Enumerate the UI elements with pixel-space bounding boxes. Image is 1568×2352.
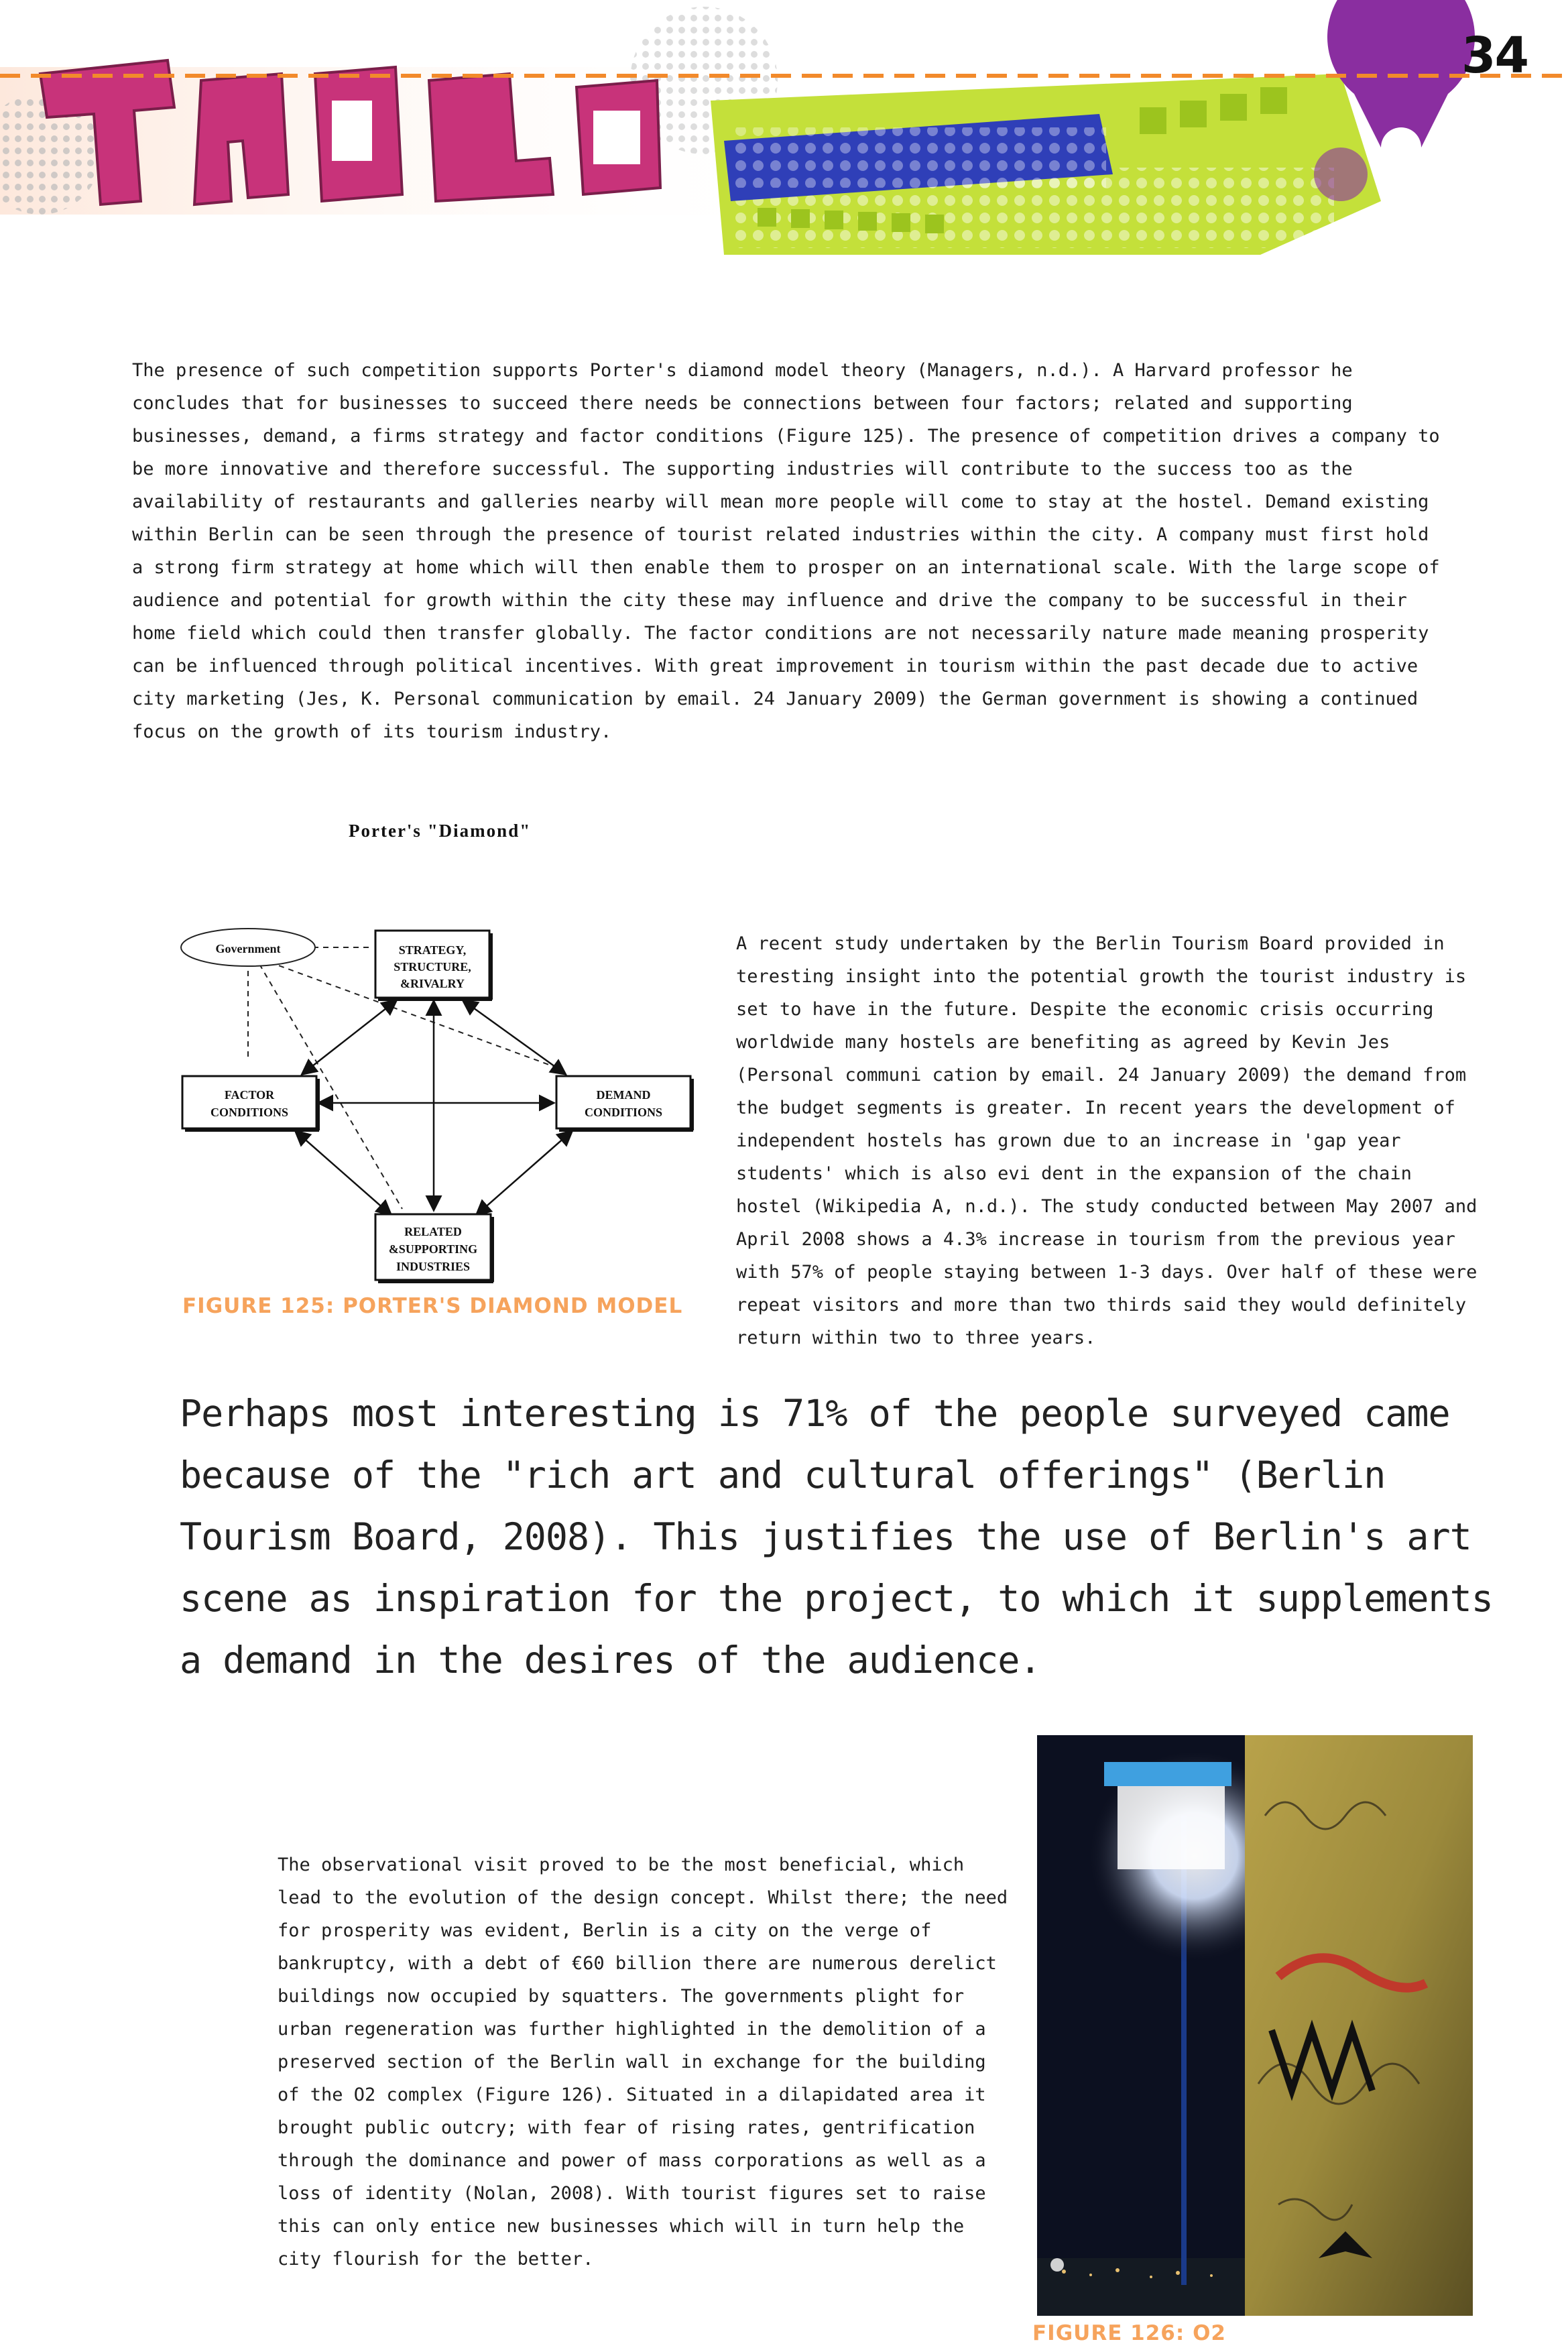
related-label-line-2: &SUPPORTING xyxy=(388,1242,478,1256)
factor-label-line-1: FACTOR xyxy=(224,1088,275,1102)
demand-label-line-2: CONDITIONS xyxy=(584,1106,663,1119)
study-paragraph: A recent study undertaken by the Berlin Tourism Board provided in teresting insight into the potential growth the tourist industry is set to have in the future. Despite the economic crisis occurring worldwide many hostels are benefiting as agreed by Kevin Jes (Personal communi cation by email. 24 January 2009) the demand from the budget segments is greater. In recent years the development of independent hostels has grown due to an increase in 'gap year students' which is also evi dent in the expansion of the chain hostel (Wikipedia A, n.d.). The study conducted between May 2007 and April 2008 shows a 4.3% increase in tourism from the previous year with 57% of people staying between 1-3 days. Over half of these were repeat visitors and more than two thirds said they would definitely return within two to three years. xyxy=(736,933,1477,1348)
demand-label-line-1: DEMAND xyxy=(596,1088,651,1102)
factor-node xyxy=(182,1076,316,1128)
figure-125-caption: FIGURE 125: PORTER'S DIAMOND MODEL xyxy=(182,1294,683,1318)
related-label-line-1: RELATED xyxy=(404,1225,462,1238)
porters-diamond-diagram xyxy=(176,927,712,1289)
government-label: Government xyxy=(215,942,281,955)
photo-illustration xyxy=(1037,1735,1473,2316)
strategy-factor-arrow xyxy=(303,1001,396,1073)
observation-paragraph: The observational visit proved to be the most beneficial, which lead to the evolution of the design concept. Whilst there; the need for prosperity was evident, Berlin is a city on the verge of bankruptcy, with a debt of €60 billion there are numerous derelict buildings now occupied by squatters. The governments plight for urban regeneration was further highlighted in the demolition of a preserved section of the Berlin wall in exchange for the building of the O2 complex (Figure 126). Situated in a dilapidated area it brought public outcry; with fear of rising rates, gentrification through the dominance and power of mass corporations as well as a loss of identity (Nolan, 2008). With tourist figures set to raise this can only entice new businesses which will in turn help the city flourish for the better. xyxy=(278,1855,1008,2270)
page-number: 34 xyxy=(1461,27,1528,84)
diamond-svg xyxy=(176,927,712,1289)
demand-related-arrow xyxy=(477,1132,571,1214)
graffiti-banner-graphic xyxy=(0,0,1568,282)
o2-wall-photo xyxy=(1037,1735,1473,2316)
figure-126-caption: FIGURE 126: O2 xyxy=(1032,2321,1226,2345)
strategy-label-line-1: STRATEGY, xyxy=(398,943,467,957)
strategy-demand-arrow xyxy=(464,1001,564,1073)
factor-related-arrow xyxy=(296,1132,390,1214)
header-banner xyxy=(0,0,1568,282)
pull-quote: Perhaps most interesting is 71% of the people surveyed came because of the "rich art and cultural offerings" (Berlin Tourism Board, 2008). This justifies the use of Berlin's art scene as inspiration for the project, to which it supplements a demand in the desires of the audience. xyxy=(180,1392,1493,1682)
intro-paragraph: The presence of such competition supports Porter's diamond model theory (Managers, n.d.). A Harvard professor he concludes that for businesses to succeed there needs be connections between four factors; related and supporting businesses, demand, a firms strategy and factor conditions (Figure 125). The presence of competition drives a company to be more innovative and therefore successful. The supporting industries will contribute to the success too as the availability of restaurants and galleries nearby will mean more people will come to stay at the hostel. Demand existing within Berlin can be seen through the presence of tourist related industries within the city. A company must first hold a strong firm strategy at home which will then enable them to prosper on an international scale. With the large scope of audience and potential for growth within the city these may influence and drive the company to be successful in their home field which could then transfer globally. The factor conditions are not necessarily nature made meaning prosperity can be influenced through political incentives. With great improvement in tourism within the past decade due to active city marketing (Jes, K. Personal communication by email. 24 January 2009) the German government is showing a continued focus on the growth of its tourism industry. xyxy=(132,360,1440,742)
strategy-label-line-3: &RIVALRY xyxy=(400,977,465,990)
related-label-line-3: INDUSTRIES xyxy=(396,1260,471,1273)
factor-label-line-2: CONDITIONS xyxy=(210,1106,289,1119)
demand-node xyxy=(556,1076,690,1128)
diagram-title: Porter's "Diamond" xyxy=(349,821,532,841)
strategy-label-line-2: STRUCTURE, xyxy=(394,960,471,974)
